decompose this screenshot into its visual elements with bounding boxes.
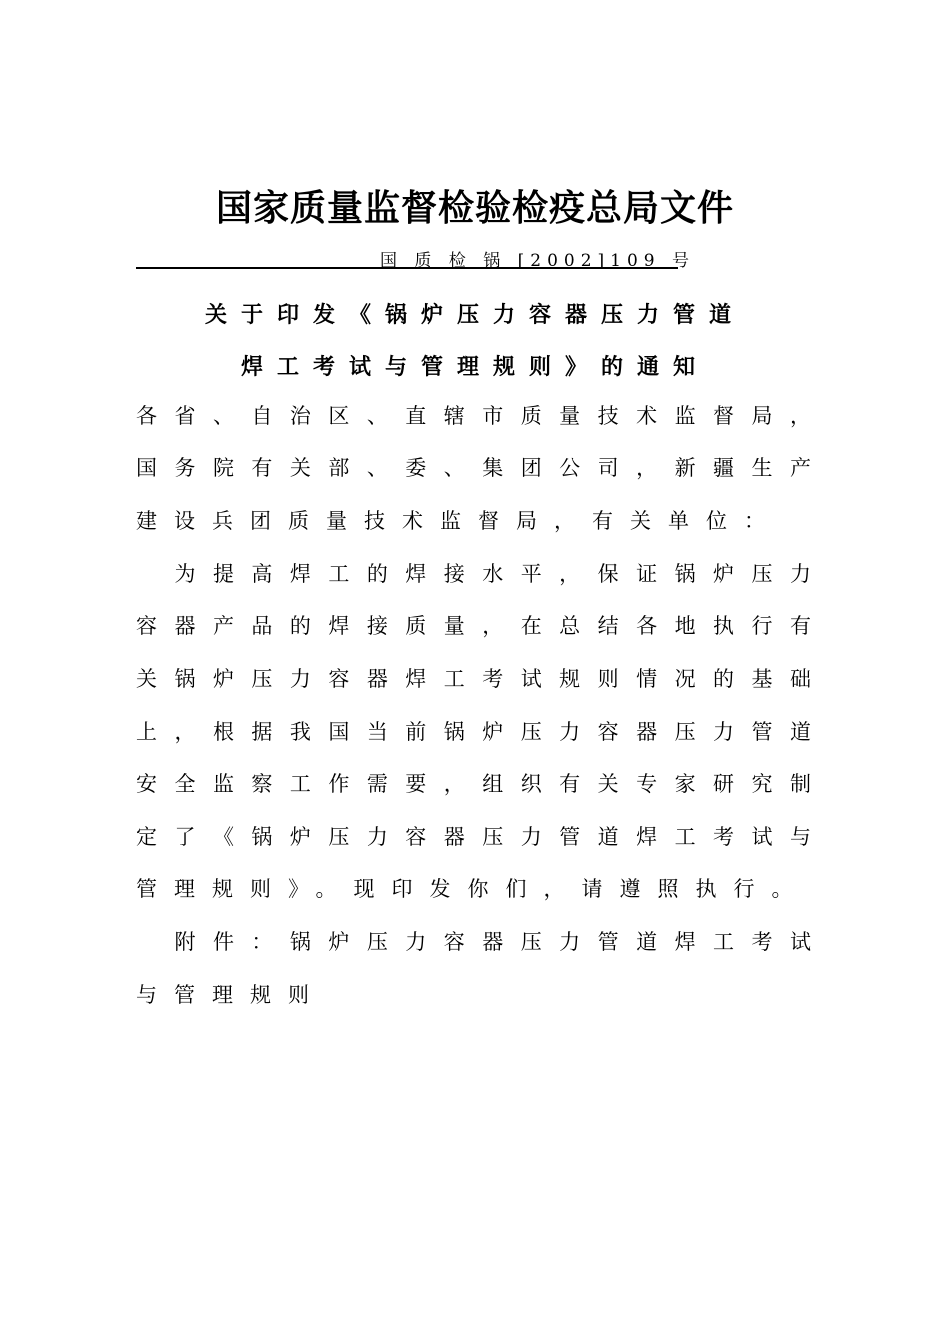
- body-line-5: 容 器 产 品 的 焊 接 质 量 ， 在 总 结 各 地 执 行 有: [136, 614, 811, 638]
- notice-title-line-1: 关于印发《锅炉压力容器压力管道: [204, 302, 745, 328]
- body-line-2: 国 务 院 有 关 部 、 委 、 集 团 公 司 ， 新 疆 生 产: [136, 456, 811, 480]
- body-line-7: 上 ， 根 据 我 国 当 前 锅 炉 压 力 容 器 压 力 管 道: [136, 720, 811, 744]
- body-line-11: 附 件 ： 锅 炉 压 力 容 器 压 力 管 道 焊 工 考 试: [174, 930, 811, 954]
- body-line-9: 定 了 《 锅 炉 压 力 容 器 压 力 管 道 焊 工 考 试 与: [136, 825, 811, 849]
- body-line-8: 安 全 监 察 工 作 需 要 ， 组 织 有 关 专 家 研 究 制: [136, 772, 811, 796]
- document-header-title: 国家质量监督检验检疫总局文件: [215, 188, 734, 229]
- body-line-12: 与管理规则: [136, 983, 326, 1007]
- body-line-3: 建设兵团质量技术监督局，有关单位：: [136, 509, 782, 533]
- body-line-4: 为 提 高 焊 工 的 焊 接 水 平 ， 保 证 锅 炉 压 力: [174, 562, 811, 586]
- body-line-6: 关 锅 炉 压 力 容 器 焊 工 考 试 规 则 情 况 的 基 础: [136, 667, 811, 691]
- body-line-10: 管理规则》。现印发你们，请遵照执行。: [136, 877, 810, 901]
- body-line-1: 各 省 、 自 治 区 、 直 辖 市 质 量 技 术 监 督 局 ，: [136, 404, 811, 428]
- notice-title-line-2: 焊工考试与管理规则》的通知: [240, 354, 709, 380]
- document-number: 国 质 检 锅 [2002]109 号: [380, 251, 695, 271]
